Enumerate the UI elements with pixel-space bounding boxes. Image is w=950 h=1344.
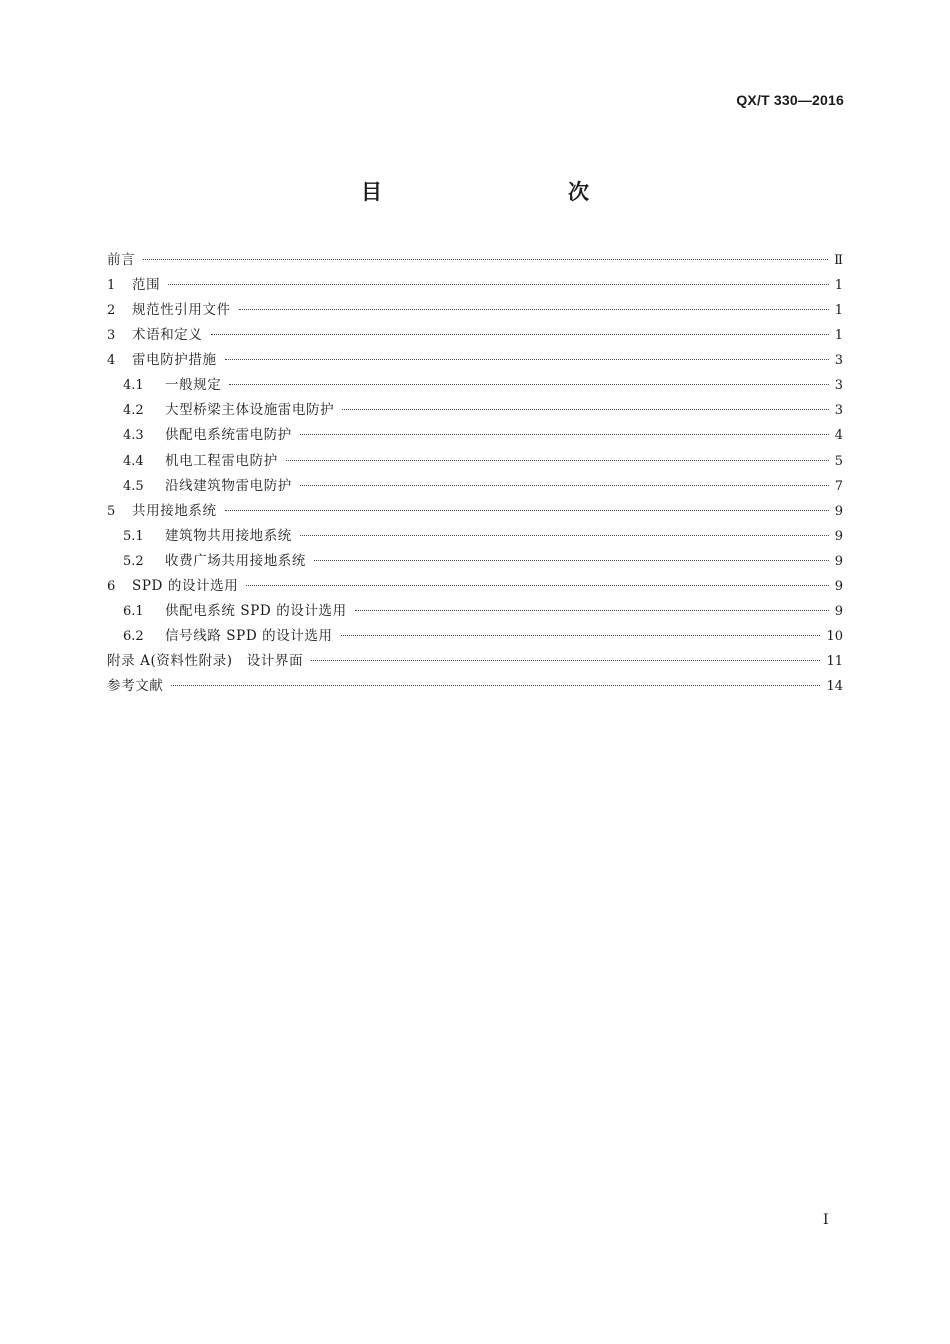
toc-entry-page: 9: [834, 503, 843, 519]
toc-dot-leader: [229, 384, 828, 385]
toc-entry-number: 4.4: [123, 453, 144, 469]
toc-entry[interactable]: [107, 348, 843, 373]
toc-entry-label: 供配电系统 SPD 的设计选用: [165, 602, 347, 619]
toc-entry-label: 术语和定义: [132, 327, 203, 344]
toc-entry[interactable]: [107, 599, 843, 624]
toc-entry-number: 5.1: [123, 528, 144, 544]
toc-dot-leader: [286, 460, 829, 461]
toc-entry-label: 前言: [107, 252, 136, 268]
toc-entry[interactable]: [107, 373, 843, 398]
toc-entry-label: 供配电系统雷电防护: [165, 427, 292, 444]
toc-entry-number: 2: [107, 303, 116, 319]
toc-dot-leader: [300, 434, 829, 435]
toc-entry[interactable]: [107, 549, 843, 574]
toc-entry[interactable]: [107, 298, 843, 323]
toc-dot-leader: [143, 259, 828, 260]
table-of-contents: [107, 248, 843, 699]
toc-entry-number: 1: [107, 278, 116, 294]
toc-entry-page: 9: [834, 528, 843, 544]
footer-page-number: I: [823, 1212, 829, 1228]
toc-entry-number: 4.2: [123, 403, 144, 419]
toc-entry-number: 4: [107, 353, 116, 369]
toc-entry-page: 1: [834, 278, 843, 294]
toc-entry-page: 11: [826, 654, 843, 669]
toc-entry[interactable]: [107, 649, 843, 674]
toc-entry-number: 6.1: [123, 603, 144, 619]
toc-entry-page: 1: [834, 328, 843, 344]
toc-dot-leader: [314, 560, 829, 561]
toc-dot-leader: [341, 635, 821, 636]
toc-dot-leader: [246, 585, 828, 586]
toc-entry[interactable]: [107, 624, 843, 649]
toc-entry-label: 范围: [132, 277, 161, 294]
toc-dot-leader: [168, 284, 829, 285]
toc-entry-number: 4.3: [123, 428, 144, 444]
toc-dot-leader: [311, 660, 820, 661]
toc-entry[interactable]: [107, 674, 843, 699]
toc-entry-page: 4: [834, 428, 843, 444]
toc-dot-leader: [239, 309, 829, 310]
toc-entry-page: 14: [826, 679, 843, 695]
toc-entry-label: 大型桥梁主体设施雷电防护: [165, 402, 335, 419]
toc-entry-number: 6.2: [123, 628, 144, 644]
toc-entry[interactable]: [107, 273, 843, 298]
toc-entry[interactable]: [107, 423, 843, 448]
toc-entry-page: 3: [834, 378, 843, 394]
toc-entry-label: 雷电防护措施: [132, 352, 217, 369]
toc-entry-number: 5: [107, 503, 116, 519]
toc-dot-leader: [342, 409, 829, 410]
standard-code: QX/T 330—2016: [736, 92, 844, 108]
toc-entry-page: 5: [834, 453, 843, 469]
toc-dot-leader: [211, 334, 829, 335]
toc-entry-number: 5.2: [123, 553, 144, 569]
toc-dot-leader: [355, 610, 829, 611]
toc-entry-page: 9: [834, 553, 843, 569]
toc-dot-leader: [225, 510, 829, 511]
toc-entry-page: 9: [834, 603, 843, 619]
toc-entry-label: 规范性引用文件: [132, 302, 231, 319]
toc-entry[interactable]: [107, 398, 843, 423]
toc-entry-label: 附录 A(资料性附录) 设计界面: [107, 653, 304, 669]
toc-entry-label: 机电工程雷电防护: [165, 452, 278, 469]
toc-entry-page: Ⅱ: [834, 253, 843, 268]
toc-entry-label: 建筑物共用接地系统: [165, 527, 292, 544]
toc-entry-label: 收费广场共用接地系统: [165, 552, 306, 569]
toc-entry-label: 沿线建筑物雷电防护: [165, 477, 292, 494]
toc-dot-leader: [171, 685, 820, 686]
toc-entry[interactable]: [107, 449, 843, 474]
toc-entry-label: 信号线路 SPD 的设计选用: [165, 627, 333, 644]
toc-entry-number: 6: [107, 578, 116, 594]
toc-entry[interactable]: [107, 248, 843, 273]
toc-entry-number: 3: [107, 328, 116, 344]
toc-dot-leader: [300, 535, 829, 536]
toc-entry-page: 7: [834, 478, 843, 494]
toc-entry-label: 共用接地系统: [132, 502, 217, 519]
toc-entry-page: 3: [834, 403, 843, 419]
toc-entry[interactable]: [107, 524, 843, 549]
toc-entry-page: 9: [834, 578, 843, 594]
toc-entry[interactable]: [107, 574, 843, 599]
toc-entry-label: 一般规定: [165, 377, 222, 394]
toc-dot-leader: [225, 359, 829, 360]
toc-entry-label: SPD 的设计选用: [132, 577, 239, 594]
toc-entry-number: 4.5: [123, 478, 144, 494]
page-title: 目 次: [361, 180, 637, 204]
toc-dot-leader: [300, 485, 829, 486]
toc-entry-label: 参考文献: [107, 678, 164, 695]
toc-entry-page: 10: [826, 628, 843, 644]
toc-entry[interactable]: [107, 323, 843, 348]
toc-entry-page: 1: [834, 303, 843, 319]
toc-entry-page: 3: [834, 353, 843, 369]
toc-entry[interactable]: [107, 499, 843, 524]
toc-entry[interactable]: [107, 474, 843, 499]
toc-entry-number: 4.1: [123, 378, 144, 394]
